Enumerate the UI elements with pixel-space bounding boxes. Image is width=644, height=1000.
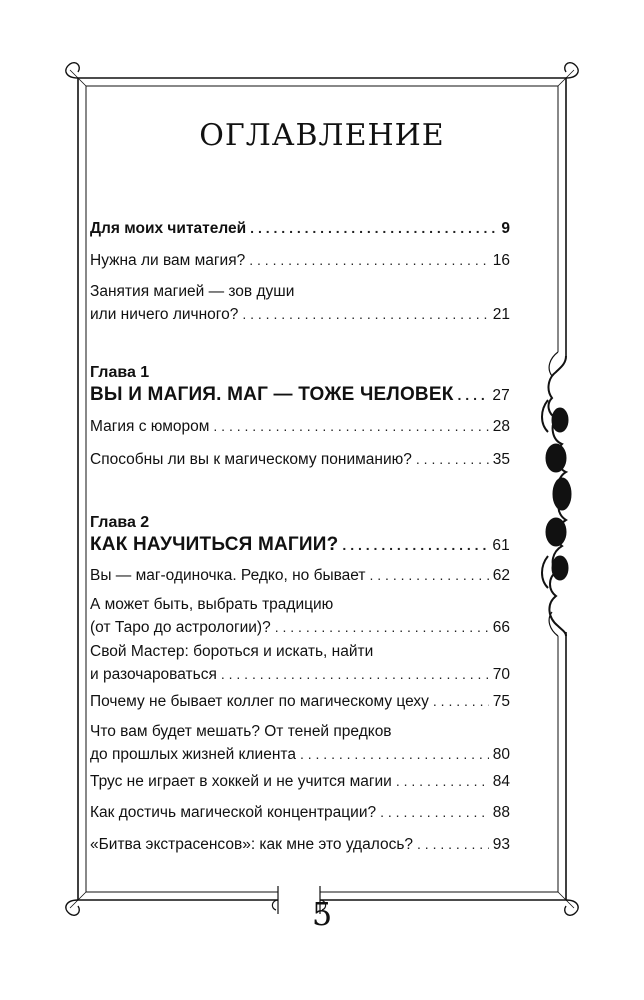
chapter-title: КАК НАУЧИТЬСЯ МАГИИ?: [90, 534, 339, 555]
toc-entry-need-magic[interactable]: [90, 249, 510, 272]
toc-entry-page: 84: [492, 773, 510, 790]
leader-dots: [417, 833, 489, 855]
toc-entry-page: 16: [492, 252, 510, 269]
toc-entry-understanding[interactable]: [90, 448, 510, 471]
toc-entry-call-of-soul[interactable]: [90, 281, 510, 326]
leader-dots: [416, 448, 489, 470]
leader-dots: [242, 303, 488, 325]
toc-entry-title: Вы — маг-одиночка. Редко, но бывает: [90, 567, 366, 584]
right-ornament: [542, 352, 571, 636]
toc-entry-page: 93: [492, 836, 510, 853]
toc-entry-title: Свой Мастер: бороться и искать, найти: [90, 643, 374, 660]
leader-dots: [458, 384, 489, 406]
toc-entry-title: Для моих читателей: [90, 220, 247, 237]
toc-entry-title: Как достичь магической концентрации?: [90, 804, 377, 821]
page-number: 5: [311, 895, 333, 933]
toc-entry-lone-mage[interactable]: [90, 564, 510, 587]
toc-entry-tradition[interactable]: [90, 594, 510, 639]
toc-entry-page: 9: [501, 220, 510, 237]
leader-dots: [249, 249, 489, 271]
chapter-1-heading[interactable]: [90, 362, 510, 407]
toc-entry-title: Магия с юмором: [90, 418, 210, 435]
toc-entry-page: 66: [492, 619, 510, 636]
toc-entry-title-cont: (от Таро до астрологии)?: [90, 619, 271, 636]
toc-entry-psychics-battle[interactable]: [90, 833, 510, 856]
toc-entry-page: 70: [492, 666, 510, 683]
page-title: ОГЛАВЛЕНИЕ: [199, 118, 445, 153]
toc-entry-page: 27: [492, 387, 510, 404]
toc-entry-page: 80: [492, 746, 510, 763]
toc-entry-title: Занятия магией — зов души: [90, 283, 295, 300]
chapter-2-heading[interactable]: [90, 512, 510, 557]
leader-dots: [370, 564, 489, 586]
leader-dots: [300, 743, 489, 765]
toc-entry-title-cont: или ничего личного?: [90, 306, 239, 323]
toc-entry-title: А может быть, выбрать традицию: [90, 596, 334, 613]
leader-dots: [250, 217, 497, 239]
toc-entry-page: 75: [492, 693, 510, 710]
chapter-title: ВЫ И МАГИЯ. МАГ — ТОЖЕ ЧЕЛОВЕК: [90, 384, 454, 405]
toc-entry-obstacles[interactable]: [90, 721, 510, 766]
leader-dots: [221, 663, 489, 685]
toc-entry-master[interactable]: [90, 641, 510, 686]
toc-entry-title: Способны ли вы к магическому пониманию?: [90, 451, 412, 468]
leader-dots: [213, 415, 488, 437]
toc-entry-hockey[interactable]: [90, 770, 510, 793]
leader-dots: [380, 801, 489, 823]
toc-entry-title-cont: и разочароваться: [90, 666, 217, 683]
leader-dots: [275, 616, 489, 638]
leader-dots: [342, 534, 488, 556]
toc-entry-title: Почему не бывает коллег по магическому цеху: [90, 693, 429, 710]
toc-entry-page: 62: [492, 567, 510, 584]
toc-entry-title-cont: до прошлых жизней клиента: [90, 746, 296, 763]
toc-entry-title: Трус не играет в хоккей и не учится магии: [90, 773, 392, 790]
toc-entry-page: 35: [492, 451, 510, 468]
toc-entry-page: 88: [492, 804, 510, 821]
toc-entry-humor[interactable]: [90, 415, 510, 438]
toc-entry-page: 61: [492, 537, 510, 554]
toc-entry-page: 28: [492, 418, 510, 435]
chapter-label: Глава 1: [90, 364, 150, 381]
toc-entry-page: 21: [492, 306, 510, 323]
toc-entry-readers[interactable]: [90, 217, 510, 240]
toc-entry-title: «Битва экстрасенсов»: как мне это удалось?: [90, 836, 414, 853]
toc-entry-colleagues[interactable]: [90, 690, 510, 713]
leader-dots: [396, 770, 489, 792]
chapter-label: Глава 2: [90, 514, 150, 531]
leader-dots: [433, 690, 489, 712]
toc-entry-concentration[interactable]: [90, 801, 510, 824]
toc-entry-title: Что вам будет мешать? От теней предков: [90, 723, 392, 740]
toc-entry-title: Нужна ли вам магия?: [90, 252, 246, 269]
